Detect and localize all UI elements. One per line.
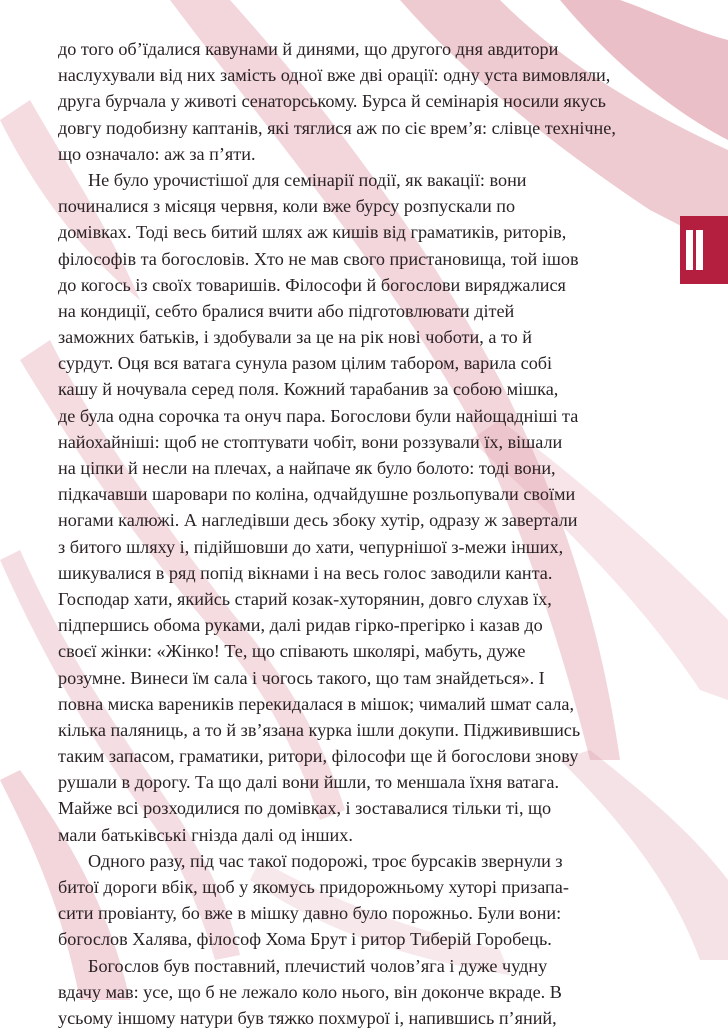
text-line: до когось із своїх товаришів. Філософи й богослови виряджалися (58, 274, 566, 295)
text-line: починалися з місяця червня, коли вже бурсу розпускали по (58, 196, 516, 217)
text-line: Не було урочистішої для семінарії події, як вакації: вони (88, 169, 527, 190)
text-line: Богослов був поставний, плечистий чолов’яга і дуже чудну (88, 955, 548, 976)
text-line: сити провіанту, бо вже в мішку давно було порожньо. Були вони: (58, 903, 562, 924)
text-line: наслухували від них замість одної вже дві орації: одну уста вимовляли, (58, 65, 611, 86)
text-line: друга бурчала у животі сенаторському. Бурса й семінарія носили якусь (58, 91, 606, 112)
text-line: розумне. Винеси їм сала і чогось такого, що там знайдеться». І (58, 667, 545, 688)
text-line: Майже всі розходилися по домівках, і зоставалися тільки ті, що (58, 798, 552, 819)
chapter-marker-icon (686, 230, 693, 270)
text-line: Одного разу, під час такої подорожі, троє бурсаків звернули з (88, 850, 563, 871)
text-line: кашу й ночувала серед поля. Кожний тарабанив за собою мішка, (58, 379, 559, 400)
text-line: заможних батьків, і здобували за це на рік нові чоботи, а то й (58, 327, 533, 348)
text-line: своєї жінки: «Жінко! Те, що співають школярі, мабуть, дуже (58, 641, 526, 662)
page-body-text (58, 36, 668, 1031)
text-line: вдачу мав: усе, що б не лежало коло нього, він доконче вкраде. В (58, 981, 562, 1002)
text-line: домівках. Тоді весь битий шлях аж кишів від граматиків, риторів, (58, 222, 567, 243)
text-line: де була одна сорочка та онуч пара. Богослови були найощадніші та (58, 405, 579, 426)
text-line: мали батьківські гнізда далі од інших. (58, 824, 353, 845)
text-line: до того об’їдалися кавунами й динями, що другого дня авдитори (58, 39, 559, 59)
text-line: богослов Халява, філософ Хома Брут і ритор Тиберій Горобець. (58, 929, 552, 950)
chapter-tab (680, 216, 728, 284)
text-line: шикувалися в ряд попід вікнами і на весь голос заводили канта. (58, 562, 553, 583)
text-line: довгу подобизну каптанів, які тяглися аж по сіє врем’я: слівце технічне, (58, 117, 616, 138)
text-line: найохайніші: щоб не стоптувати чобіт, вони роззували їх, вішали (58, 431, 563, 452)
text-line: кілька паляниць, а то й зв’язана курка ішли докупи. Підживившись (58, 719, 581, 740)
text-line: усьому іншому натури був тяжко похмурої і, напившись п’яний, (58, 1007, 557, 1028)
text-line: повна миска вареників перекидалася в мішок; чималий шмат сала, (58, 693, 575, 714)
text-line: підпершись обома руками, далі ридав гірко-прегірко і казав до (58, 615, 543, 636)
text-line: рушали в дорогу. Та що далі вони йшли, то меншала їхня ватага. (58, 772, 559, 793)
text-line: на ціпки й несли на плечах, а найпаче як було болото: тоді вони, (58, 458, 556, 478)
text-line: з битого шляху і, підійшовши до хати, чепурнішої з-межи інших, (58, 536, 564, 557)
text-line: сурдут. Оця вся ватага сунула разом цілим табором, варила собі (58, 353, 553, 374)
chapter-marker-icon (696, 230, 703, 270)
text-line: на кондиції, себто бралися вчити або підготовлювати дітей (58, 300, 515, 321)
text-line: ногами калюжі. А нагледівши десь збоку хутір, одразу ж завертали (58, 510, 578, 531)
text-line: Господар хати, якийсь старий козак-хуторянин, довго слухав їх, (58, 588, 552, 609)
text-line: підкачавши шаровари по коліна, одчайдушне розльопували своїми (58, 484, 576, 505)
text-line: філософів та богословів. Хто не мав свого пристановища, той ішов (58, 248, 579, 269)
text-line: таким запасом, граматики, ритори, філософи ще й богослови знову (58, 746, 579, 767)
text-line: битої дороги вбік, щоб у якомусь придорожньому хуторі призапа- (58, 877, 569, 897)
text-line: що означало: аж за п’яти. (58, 143, 256, 164)
